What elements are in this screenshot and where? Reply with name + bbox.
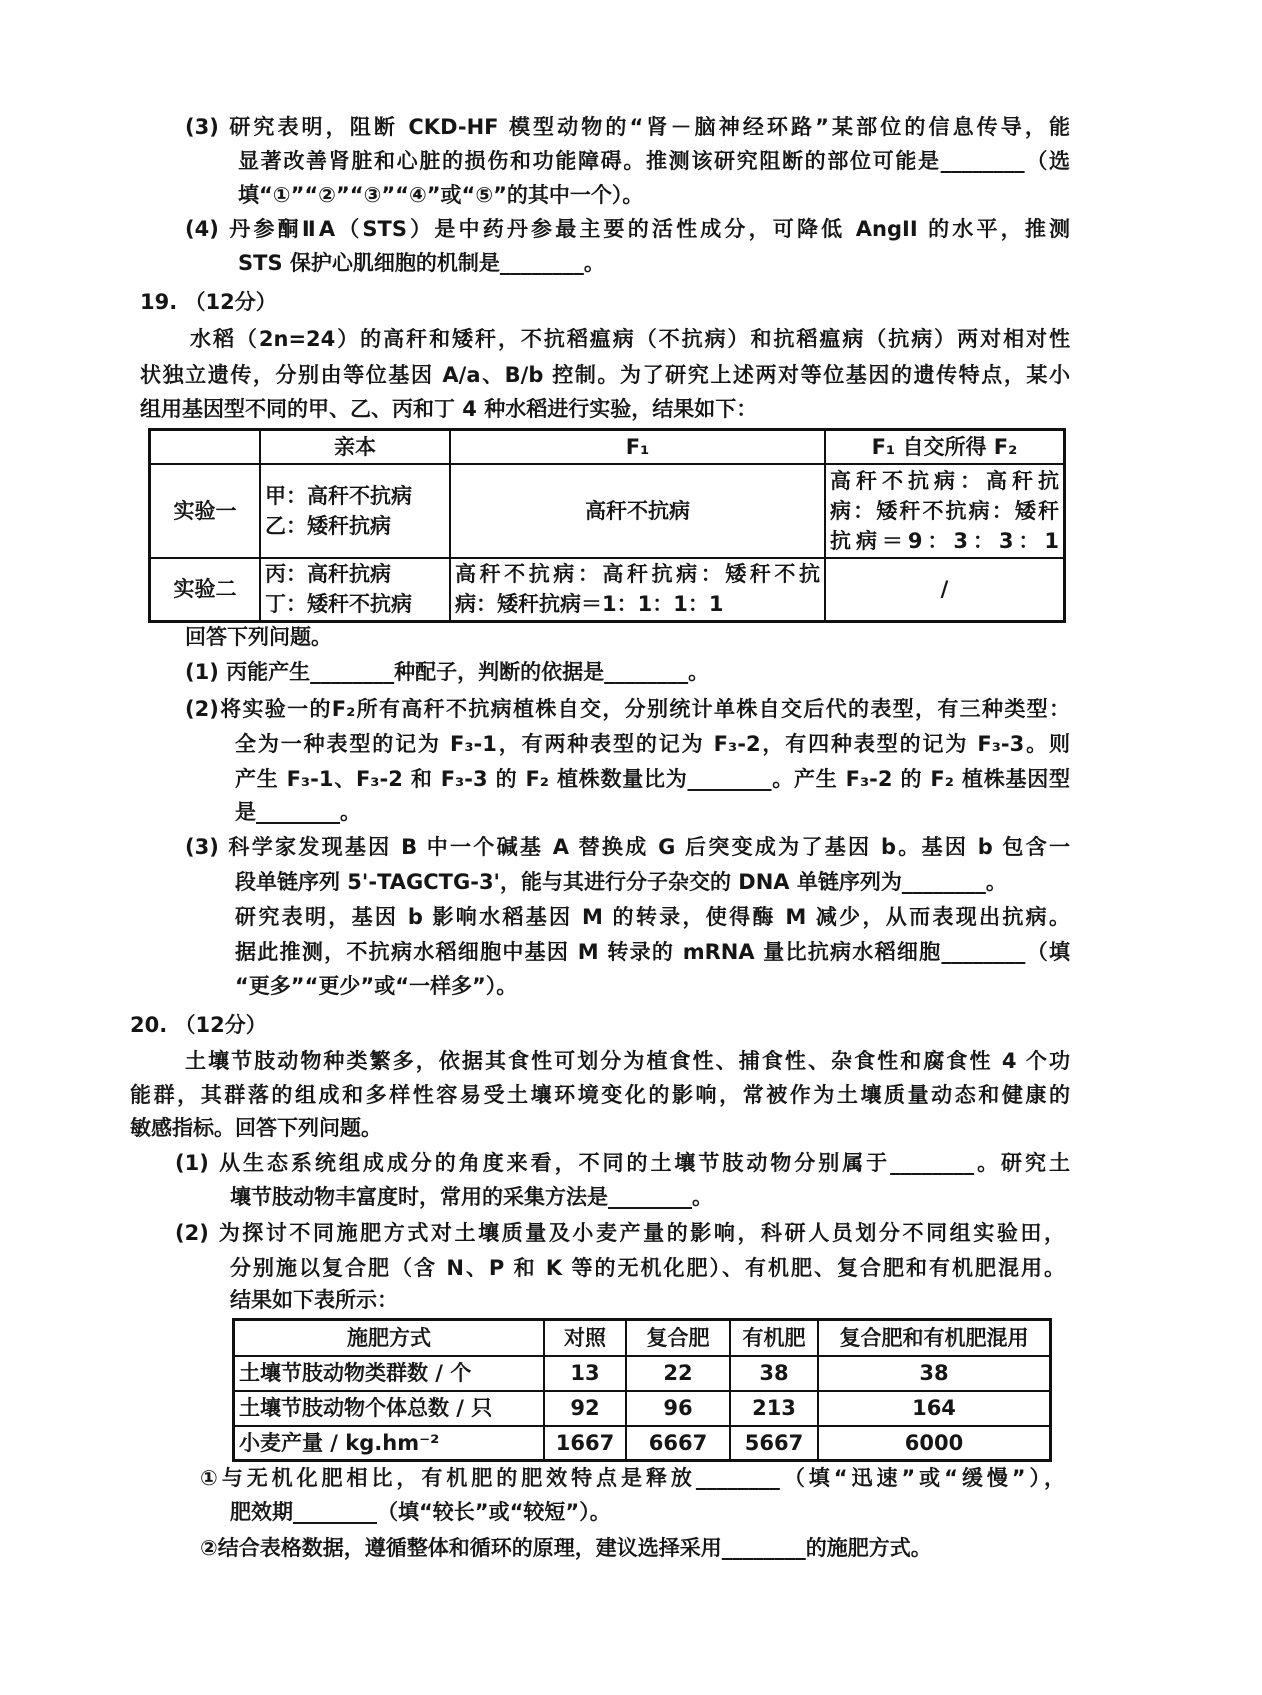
header-cell [150,430,261,464]
q18-part3-line3: 填“①”“②”“③”“④”或“⑤”的其中一个）。 [238,183,644,207]
q20-fertilizer-table [232,1318,1052,1462]
q20-sub1-line2: 肥效期________（填“较长”或“较短”）。 [230,1500,611,1524]
table-row [150,558,1065,622]
table-row [234,1391,1051,1426]
cell: 13 [544,1356,626,1391]
parent-line: 甲：高秆不抗病 [265,483,412,508]
cell: 213 [730,1391,818,1426]
table-row [234,1356,1051,1391]
q19-part3-line5: “更多”“更少”或“一样多”）。 [235,974,518,998]
row-label: 实验一 [150,464,261,558]
cell: 38 [818,1356,1051,1391]
q20-intro-line1: 土壤节肢动物种类繁多，依据其食性可划分为植食性、捕食性、杂食性和腐食性 4 个功 [185,1049,1070,1073]
cell: 6000 [818,1426,1051,1461]
f2-cell [825,464,1065,558]
q20-intro-line2: 能群，其群落的组成和多样性容易受土壤环境变化的影响，常被作为土壤质量动态和健康的 [130,1083,1070,1107]
f2-line: 高秆不抗病：高秆抗 [830,468,1059,493]
f1-cell [450,558,825,622]
cell: 22 [626,1356,730,1391]
q20-part2-line2: 分别施以复合肥（含 N、P 和 K 等的无机化肥）、有机肥、复合肥和有机肥混用。 [230,1256,1065,1280]
table-row [234,1426,1051,1461]
parent-line: 丙：高秆抗病 [265,562,391,587]
f1-cell: 高秆不抗病 [450,464,825,558]
q18-part3-line1: (3) 研究表明，阻断 CKD-HF 模型动物的“肾－脑神经环路”某部位的信息传导，能 [185,115,1070,139]
q19-part3-line2: 段单链序列 5'-TAGCTG-3'，能与其进行分子杂交的 DNA 单链序列为________。 [235,870,1007,894]
row-label: 小麦产量 / kg.hm⁻² [234,1426,545,1461]
q19-intro-line2: 状独立遗传，分别由等位基因 A/a、B/b 控制。为了研究上述两对等位基因的遗传特点，某小 [140,363,1070,387]
header-cell: 复合肥 [626,1320,730,1356]
row-label: 实验二 [150,558,261,622]
q19-part2-line1: (2)将实验一的F₂所有高秆不抗病植株自交，分别统计单株自交后代的表型，有三种类型： [185,697,1070,721]
q20-part1-line2: 壤节肢动物丰富度时，常用的采集方法是________。 [230,1185,713,1209]
row-label: 土壤节肢动物类群数 / 个 [234,1356,545,1391]
table-header-row [150,430,1065,464]
header-cell: 施肥方式 [234,1320,545,1356]
q19-intro-line1: 水稻（2n=24）的高秆和矮秆，不抗稻瘟病（不抗病）和抗稻瘟病（抗病）两对相对性 [190,327,1070,351]
f2-cell: / [825,558,1065,622]
q19-prompt: 回答下列问题。 [185,625,332,649]
cell: 164 [818,1391,1051,1426]
header-cell: 亲本 [260,430,450,464]
q19-results-table [148,428,1066,623]
q19-part2-line4: 是________。 [235,800,361,824]
cell: 5667 [730,1426,818,1461]
q20-heading: 20. （12分） [130,1013,267,1037]
q19-part3-line3: 研究表明，基因 b 影响水稻基因 M 的转录，使得酶 M 减少，从而表现出抗病。 [235,905,1070,929]
cell: 1667 [544,1426,626,1461]
q19-part2-line3: 产生 F₃-1、F₃-2 和 F₃-3 的 F₂ 植株数量比为________。产生 F₃-2 的 F₂ 植株基因型 [235,767,1070,791]
header-cell: 复合肥和有机肥混用 [818,1320,1051,1356]
cell: 38 [730,1356,818,1391]
row-label: 土壤节肢动物个体总数 / 只 [234,1391,545,1426]
q18-part4-line2: STS 保护心肌细胞的机制是________。 [238,251,605,275]
f1-line: 病：矮秆抗病＝1：1：1：1 [455,592,724,617]
header-cell: F₁ [450,430,825,464]
q20-part2-line1: (2) 为探讨不同施肥方式对土壤质量及小麦产量的影响，科研人员划分不同组实验田， [175,1221,1065,1245]
q18-part4-line1: (4) 丹参酮ⅡA（STS）是中药丹参最主要的活性成分，可降低 AngII 的水平，推测 [185,217,1070,241]
q19-part3-line1: (3) 科学家发现基因 B 中一个碱基 A 替换成 G 后突变成为了基因 b。基因 b 包含一 [185,835,1070,859]
q19-part1: (1) 丙能产生________种配子，判断的依据是________。 [185,660,710,684]
header-cell: F₁ 自交所得 F₂ [825,430,1065,464]
f2-line: 抗病＝9：3：3：1 [830,528,1059,553]
q20-sub2: ②结合表格数据，遵循整体和循环的原理，建议选择采用________的施肥方式。 [200,1536,932,1560]
cell: 92 [544,1391,626,1426]
q18-part3-line2: 显著改善肾脏和心脏的损伤和功能障碍。推测该研究阻断的部位可能是________（选 [238,149,1070,173]
header-cell: 对照 [544,1320,626,1356]
q20-part2-line3: 结果如下表所示： [230,1288,398,1312]
parent-line: 丁：矮秆不抗病 [265,592,412,617]
header-cell: 有机肥 [730,1320,818,1356]
q20-part1-line1: (1) 从生态系统组成成分的角度来看，不同的土壤节肢动物分别属于________。研究土 [175,1151,1070,1175]
parents-cell [260,558,450,622]
q19-intro-line3: 组用基因型不同的甲、乙、丙和丁 4 种水稻进行实验，结果如下： [140,397,758,421]
f2-line: 病：矮秆不抗病：矮秆 [830,498,1059,523]
cell: 96 [626,1391,730,1426]
q20-intro-line3: 敏感指标。回答下列问题。 [130,1116,382,1140]
cell: 6667 [626,1426,730,1461]
q19-part2-line2: 全为一种表型的记为 F₃-1，有两种表型的记为 F₃-2，有四种表型的记为 F₃-3。则 [235,732,1070,756]
table-row [150,464,1065,558]
q19-part3-line4: 据此推测，不抗病水稻细胞中基因 M 转录的 mRNA 量比抗病水稻细胞________（填 [235,940,1070,964]
q20-sub1-line1: ①与无机化肥相比，有机肥的肥效特点是释放________（填“迅速”或“缓慢”）， [200,1466,1065,1490]
q19-heading: 19. （12分） [140,290,277,314]
table-header-row [234,1320,1051,1356]
parents-cell [260,464,450,558]
f1-line: 高秆不抗病：高秆抗病：矮秆不抗 [455,562,820,587]
parent-line: 乙：矮秆抗病 [265,513,391,538]
